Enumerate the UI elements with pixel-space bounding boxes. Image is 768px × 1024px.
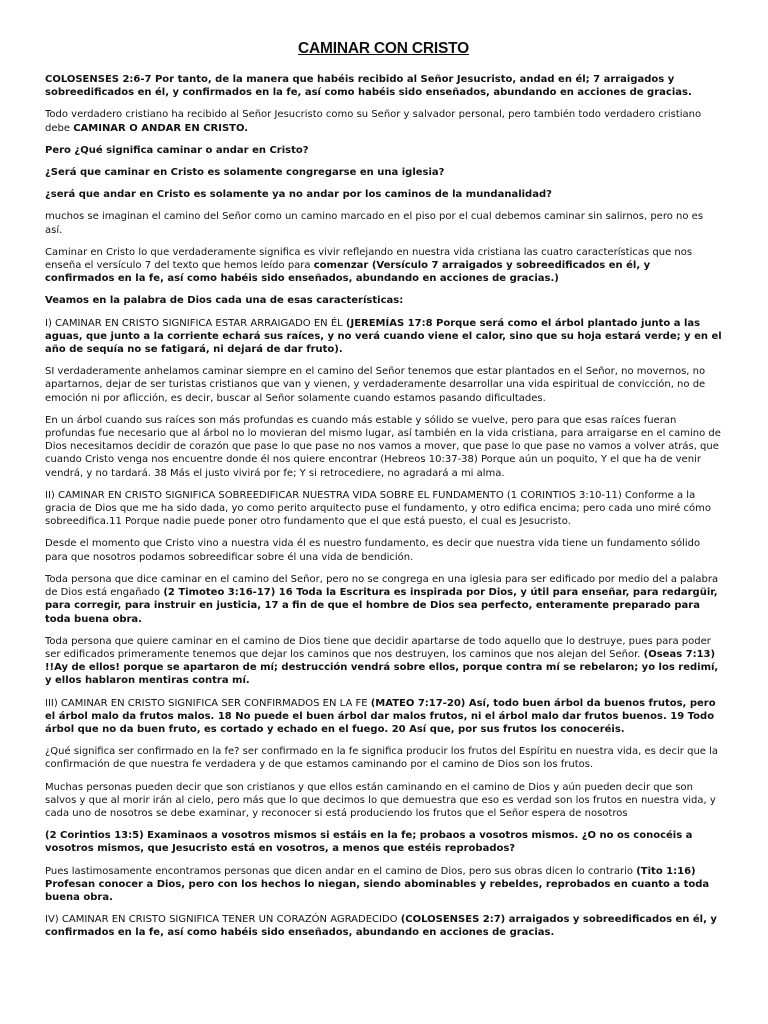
bold-text: (JEREMÍAS 17:8 Porque será como el árbol plantado junto a las aguas, que junto a la corriente echará sus raíces, y no verá cuando viene el calor, sino que su hoja estará verde; y en el año de sequía no se fatigará, ni dejará de dar fruto). [45,317,722,356]
section-heading-text: III) CAMINAR EN CRISTO SIGNIFICA SER CONFIRMADOS EN LA FE [45,697,371,709]
paragraph-text: ¿Qué significa ser confirmado en la fe? ser confirmado en la fe significa producir los frutos del Espíritu en nuestra vida, es decir que la confirmación de que nuestra fe verdadera y de que estamos caminando por el camino de Dios son los frutos. [45,746,719,771]
paragraph-text: Caminar en Cristo lo que verdaderamente significa es vivir reflejando en nuestra vida cristiana las cuatro características que nos enseña el versículo 7 del texto que hemos leído para [45,246,693,272]
section-intro-paragraph [45,294,722,307]
section-heading-paragraph [45,489,722,529]
bold-text: COLOSENSES 2:6-7 Por tanto, de la manera que habéis recibido al Señor Jesucristo, andad en él; 7 arraigados y sobreedificados en él, y confirmados en la fe, así como habéis sido enseñados, abundando en acciones de gracias. [45,74,692,99]
paragraph-text: Pues lastimosamente encontramos personas que dicen andar en el camino de Dios, pero sus obras dicen lo contrario [45,865,637,877]
bold-text: comenzar (Versículo 7 arraigados y sobreedificados en él, y confirmados en la fe, así como habéis sido enseñados, abundando en acciones de gracias.) [45,260,651,285]
page-title: CAMINAR CON CRISTO [298,40,469,57]
section-heading-paragraph [45,913,722,939]
bold-text: Veamos en la palabra de Dios cada una de esas características: [45,295,404,307]
bold-text: ¿Será que caminar en Cristo es solamente congregarse en una iglesia? [45,167,445,179]
body-paragraph [45,108,722,134]
section-heading-paragraph [45,697,722,737]
paragraph-text: SI verdaderamente anhelamos caminar siempre en el camino del Señor tenemos que estar plantados en el Señor, no movernos, no apartarnos, dejar de ser turistas cristianos que van y vienen, y verdaderamente desarrollar una vida espiritual de convicción, no de emoción ni por aflicción, es decir, buscar al Señor solamente cuando estamos pasando dificultades. [45,366,706,404]
paragraph-text: Muchas personas pueden decir que son cristianos y que ellos están caminando en el camino de Dios y aún pueden decir que son salvos y que al morir irán al cielo, pero más que lo que decimos lo que demuestra que eso es verdad son los frutos en nuestra vida, y cada uno de nosotros se debe examinar, y reconocer si está produciendo los frutos que el Señor espera de nosotros [45,781,716,819]
bold-text: (2 Timoteo 3:16-17) 16 Toda la Escritura es inspirada por Dios, y útil para enseñar, para redargüir, para corregir, para instruir en justicia, 17 a fin de que el hombre de Dios sea perfecto, enteramente preparado para toda buena obra. [45,587,718,625]
bold-text: (COLOSENSES 2:7) arraigados y sobreedificados en él, y confirmados en la fe, así como habéis sido enseñados, abundando en acciones de gracias. [45,914,717,939]
question-paragraph [45,144,722,157]
section-heading-text: IV) CAMINAR EN CRISTO SIGNIFICA TENER UN CORAZÓN AGRADECIDO [45,914,401,926]
body-paragraph [45,635,722,688]
body-paragraph [45,537,722,563]
intro-verse-paragraph [45,73,722,99]
paragraph-text: En un árbol cuando sus raíces son más profundas es cuando más estable y sólido se vuelve, pero para que esas raíces fueran profundas fue necesario que al árbol no lo movieran del mismo lugar, así también en la vida cristiana, para arraigarse en el camino de Dios necesitamos decidir de corazón que pase lo que pase no nos vamos a mover, que pase lo que pase no vamos a volver atrás, que cuando Cristo venga nos encuentre donde él nos quiere encontrar (Hebreos 10:37-38) Porque aún un poquito, Y el que ha de venir vendrá, y no tardará. 38 Más el justo vivirá por fe; Y si retrocediere, no agradará a mi alma. [45,414,721,479]
section-heading-paragraph [45,317,722,357]
bold-text: (Tito 1:16) Profesan conocer a Dios, pero con los hechos lo niegan, siendo abominables y rebeldes, reprobados en cuanto a toda buena obra. [45,865,710,903]
bold-text: (Oseas 7:13) !!Ay de ellos! porque se apartaron de mí; destrucción vendrá sobre ellos, porque contra mí se rebelaron; yo los redimí, y ellos hablaron mentiras contra mí. [45,648,719,687]
bold-text: ¿será que andar en Cristo es solamente ya no andar por los caminos de la mundanalidad? [45,189,552,201]
paragraph-text: Toda persona que quiere caminar en el camino de Dios tiene que decidir apartarse de todo aquello que lo destruye, pues para poder ser edificados primeramente tenemos que dejar los caminos que nos destruyen, los caminos que nos alejan del Señor. [45,635,711,660]
body-paragraph [45,745,722,771]
bold-text: Pero ¿Qué significa caminar o andar en Cristo? [45,144,309,156]
question-paragraph [45,188,722,201]
section-heading-text: II) CAMINAR EN CRISTO SIGNIFICA SOBREEDIFICAR NUESTRA VIDA SOBRE EL FUNDAMENTO (1 CORINTIOS 3:10-11) Conforme a la gracia de Dios que me ha sido dada, yo como perito arquitecto puse el fundamento, y otro edifica encima; pero cada uno miré cómo sobreedifica.11 Porque nadie puede poner otro fundamento que el que está puesto, el cual es Jesucristo. [45,489,711,528]
bold-text: CAMINAR O ANDAR EN CRISTO. [73,122,249,134]
body-paragraph [45,210,722,236]
question-paragraph [45,166,722,179]
body-paragraph [45,414,722,480]
body-paragraph [45,781,722,821]
section-heading-text: I) CAMINAR EN CRISTO SIGNIFICA ESTAR ARRAIGADO EN ÉL [45,317,346,329]
body-paragraph [45,246,722,286]
verse-paragraph [45,829,722,855]
bold-text: (MATEO 7:17-20) Así, todo buen árbol da buenos frutos, pero el árbol malo da frutos malos. 18 No puede el buen árbol dar malos frutos, ni el árbol malo dar frutos buenos. 19 Todo árbol que no da buen fruto, es cortado y echado en el fuego. 20 Así que, por sus frutos los conoceréis. [45,697,716,735]
body-paragraph [45,865,722,905]
paragraph-text: Desde el momento que Cristo vino a nuestra vida él es nuestro fundamento, es decir que nuestra vida tiene un fundamento sólido para que nosotros podamos sobreedificar sobre él una vida de bendición. [45,538,701,563]
paragraph-text: muchos se imaginan el camino del Señor como un camino marcado en el piso por el cual debemos caminar sin salirnos, pero no es así. [45,211,704,236]
body-paragraph [45,573,722,626]
paragraph-text: Toda persona que dice caminar en el camino del Señor, pero no se congrega en una iglesia para ser edificado por medio del a palabra de Dios está engañado [45,573,719,599]
bold-text: (2 Corintios 13:5) Examinaos a vosotros mismos si estáis en la fe; probaos a vosotros mismos. ¿O no os conocéis a vosotros mismos, que Jesucristo está en vosotros, a menos que estéis reprobados? [45,830,693,855]
paragraph-text: Todo verdadero cristiano ha recibido al Señor Jesucristo como su Señor y salvador personal, pero también todo verdadero cristiano debe [45,109,702,134]
body-paragraph [45,365,722,405]
